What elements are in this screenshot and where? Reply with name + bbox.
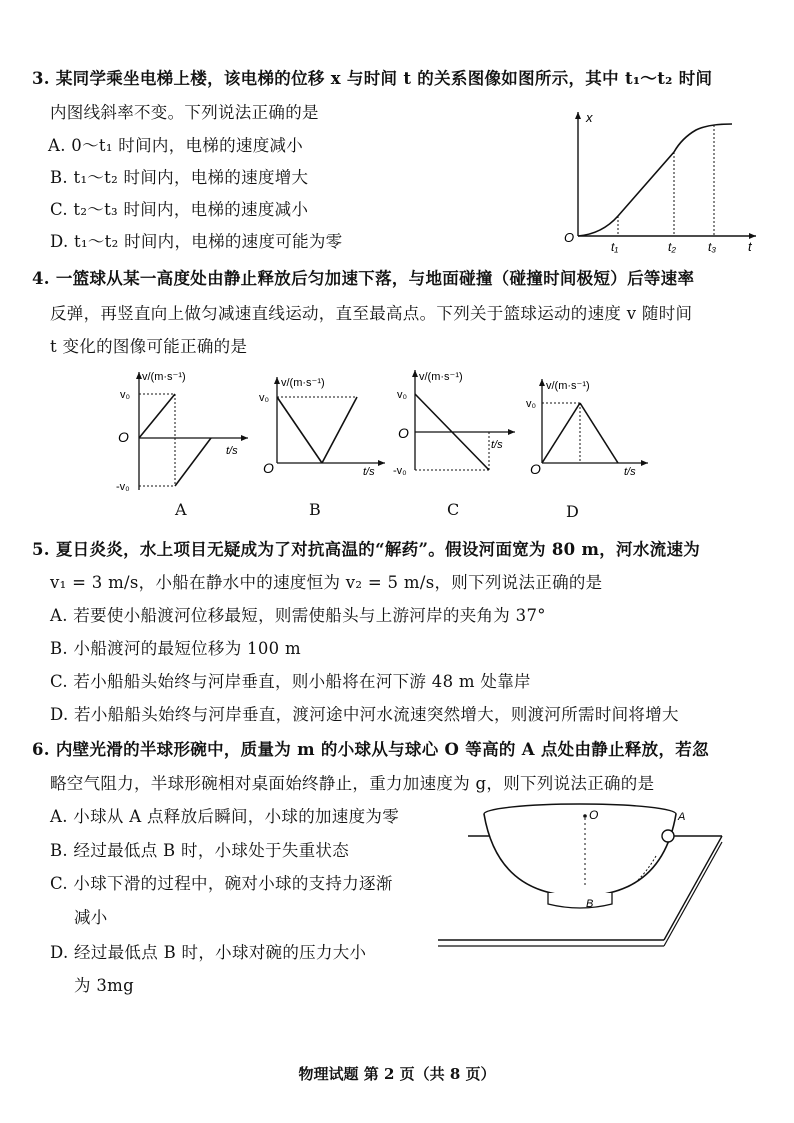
q3-t3-label: t₃: [708, 240, 717, 253]
q3-stem-line2: 内图线斜率不变。下列说法正确的是: [50, 103, 319, 122]
q3-displacement-time-graph: [560, 108, 760, 253]
q5-stem-line2: v₁ = 3 m/s，小船在静水中的速度恒为 v₂ = 5 m/s，则下列说法正确的是: [50, 573, 603, 592]
q4-c-neg-v0: -v₀: [393, 465, 407, 477]
q6-bowl-figure: [438, 800, 754, 950]
q3-option-c: C. t₂～t₃ 时间内，电梯的速度减小: [50, 200, 309, 219]
q4-option-c-label: C: [447, 500, 460, 519]
q3-option-a: A. 0～t₁ 时间内，电梯的速度减小: [48, 136, 304, 155]
q4-stem-line1: 4. 一篮球从某一高度处由静止释放后匀加速下落，与地面碰撞（碰撞时间极短）后等速率: [32, 269, 695, 288]
q4-graph-c: [393, 366, 518, 484]
q4-a-v0: v₀: [120, 389, 131, 401]
page-footer: 物理试题 第 2 页（共 8 页）: [298, 1065, 496, 1083]
q4-b-taxis: t/s: [363, 466, 375, 477]
q6-label-o: O: [589, 808, 599, 822]
q4-d-origin: O: [530, 461, 541, 477]
q3-t1-label: t₁: [611, 240, 619, 253]
q4-graph-a: [112, 366, 252, 494]
q5-stem-line1: 5. 夏日炎炎，水上项目无疑成为了对抗高温的“解药”。假设河面宽为 80 m，河水流速为: [32, 540, 701, 559]
q4-d-vaxis: v/(m·s⁻¹): [546, 380, 590, 392]
q4-stem-line3: t 变化的图像可能正确的是: [50, 337, 248, 356]
q4-c-v0: v₀: [397, 389, 408, 401]
q4-stem-line2: 反弹，再竖直向上做匀减速直线运动，直至最高点。下列关于篮球运动的速度 v 随时间: [50, 304, 693, 323]
q4-d-taxis: t/s: [624, 466, 636, 477]
q6-center-point-o: [583, 814, 587, 818]
q5-option-b: B. 小船渡河的最短位移为 100 m: [50, 639, 301, 658]
q3-option-d: D. t₁～t₂ 时间内，电梯的速度可能为零: [50, 232, 343, 251]
q6-stem-line1: 6. 内壁光滑的半球形碗中，质量为 m 的小球从与球心 O 等高的 A 点处由静止释放，若忽: [32, 740, 709, 759]
q3-origin-label: O: [564, 230, 575, 245]
q6-label-b: B: [586, 898, 594, 910]
q6-option-d-line2: 为 3mg: [74, 976, 134, 995]
q4-option-a-label: A: [175, 500, 187, 519]
q6-option-a: A. 小球从 A 点释放后瞬间，小球的加速度为零: [50, 807, 400, 826]
q4-b-origin: O: [263, 460, 274, 476]
q5-option-a: A. 若要使小船渡河位移最短，则需使船头与上游河岸的夹角为 37°: [50, 606, 546, 625]
q4-b-v0: v₀: [259, 392, 270, 404]
q5-option-d: D. 若小船船头始终与河岸垂直，渡河途中河水流速突然增大，则渡河所需时间将增大: [50, 705, 679, 724]
q4-c-vaxis: v/(m·s⁻¹): [419, 371, 463, 383]
q6-ball: [662, 830, 674, 842]
q3-x-axis-label: x: [586, 110, 593, 125]
q4-option-b-label: B: [309, 500, 321, 519]
q3-option-b: B. t₁～t₂ 时间内，电梯的速度增大: [50, 168, 309, 187]
q4-b-vaxis: v/(m·s⁻¹): [281, 377, 325, 389]
q4-a-vaxis: v/(m·s⁻¹): [142, 371, 186, 383]
q4-graph-d: [526, 375, 651, 477]
q4-graph-b: [257, 373, 387, 477]
q6-option-c-line2: 减小: [74, 908, 108, 927]
q6-option-b: B. 经过最低点 B 时，小球处于失重状态: [50, 841, 350, 860]
q4-a-neg-v0: -v₀: [116, 481, 130, 493]
q4-option-d-label: D: [566, 502, 579, 521]
q4-d-v0: v₀: [526, 398, 537, 410]
q4-a-taxis: t/s: [226, 445, 238, 457]
q6-label-a: A: [678, 811, 686, 823]
q6-option-d-line1: D. 经过最低点 B 时，小球对碗的压力大小: [50, 943, 367, 962]
q6-option-c-line1: C. 小球下滑的过程中，碗对小球的支持力逐渐: [50, 874, 393, 893]
q4-c-taxis: t/s: [491, 439, 503, 451]
q4-a-origin: O: [118, 429, 129, 445]
q5-option-c: C. 若小船船头始终与河岸垂直，则小船将在河下游 48 m 处靠岸: [50, 672, 531, 691]
q3-stem-line1: 3. 某同学乘坐电梯上楼，该电梯的位移 x 与时间 t 的关系图像如图所示，其中 t₁～t₂ 时间: [32, 69, 713, 88]
q6-stem-line2: 略空气阻力，半球形碗相对桌面始终静止，重力加速度为 g，则下列说法正确的是: [50, 774, 655, 793]
q3-t-axis-label: t: [748, 239, 752, 253]
q3-t2-label: t₂: [668, 240, 676, 253]
q4-c-origin: O: [398, 425, 409, 441]
